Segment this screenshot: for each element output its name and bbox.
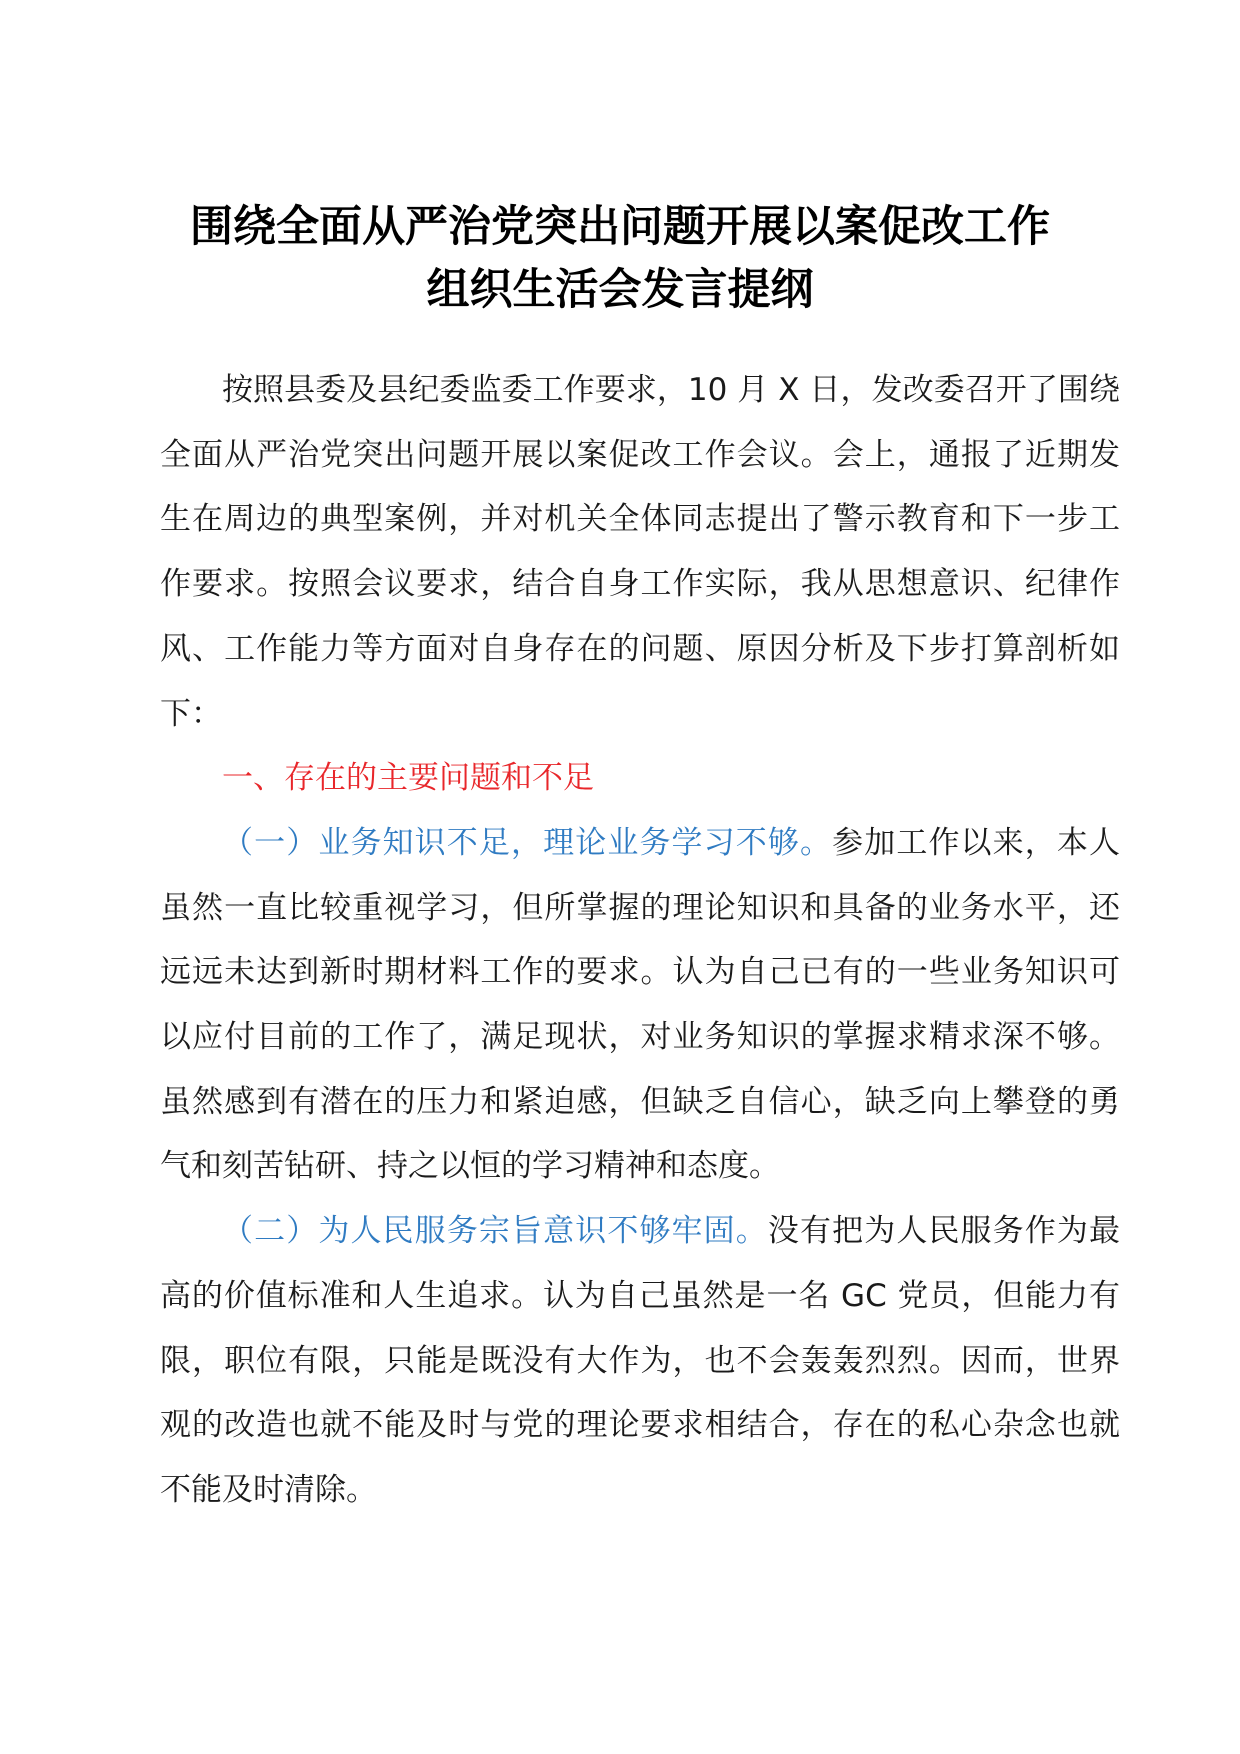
document-body: [160, 358, 1120, 1523]
title-line-2: 组织生活会发言提纲: [426, 265, 814, 315]
section-heading-problems: 一、存在的主要问题和不足: [222, 760, 594, 797]
item-1-body: 参加工作以来，本人虽然一直比较重视学习，但所掌握的理论知识和具备的业务水平，还远远未达到新时期材料工作的要求。认为自己已有的一些业务知识可以应付目前的工作了，满足现状，对业务知识的掌握求精求深不够。虽然感到有潜在的压力和紧迫感，但缺乏自信心，缺乏向上攀登的勇气和刻苦钻研、持之以恒的学习精神和态度。: [160, 824, 1120, 1185]
item-1-paragraph: [160, 811, 1120, 1199]
document-title: [0, 196, 1240, 322]
item-1-heading: （一）业务知识不足，理论业务学习不够。: [222, 824, 833, 861]
item-2-heading: （二）为人民服务宗旨意识不够牢固。: [222, 1213, 768, 1250]
item-2-body: 没有把为人民服务作为最高的价值标准和人生追求。认为自己虽然是一名 GC 党员，但能力有限，职位有限，只能是既没有大作为，也不会轰轰烈烈。因而，世界观的改造也就不能及时与党的理论要求相结合，存在的私心杂念也就不能及时清除。: [160, 1213, 1121, 1508]
title-line-1: 围绕全面从严治党突出问题开展以案促改工作: [190, 202, 1050, 252]
item-2-paragraph: [160, 1199, 1120, 1523]
intro-paragraph: 按照县委及县纪委监委工作要求，10 月 X 日，发改委召开了围绕全面从严治党突出问题开展以案促改工作会议。会上，通报了近期发生在周边的典型案例，并对机关全体同志提出了警示教育和下一步工作要求。按照会议要求，结合自身工作实际，我从思想意识、纪律作风、工作能力等方面对自身存在的问题、原因分析及下步打算剖析如下：: [160, 372, 1120, 732]
